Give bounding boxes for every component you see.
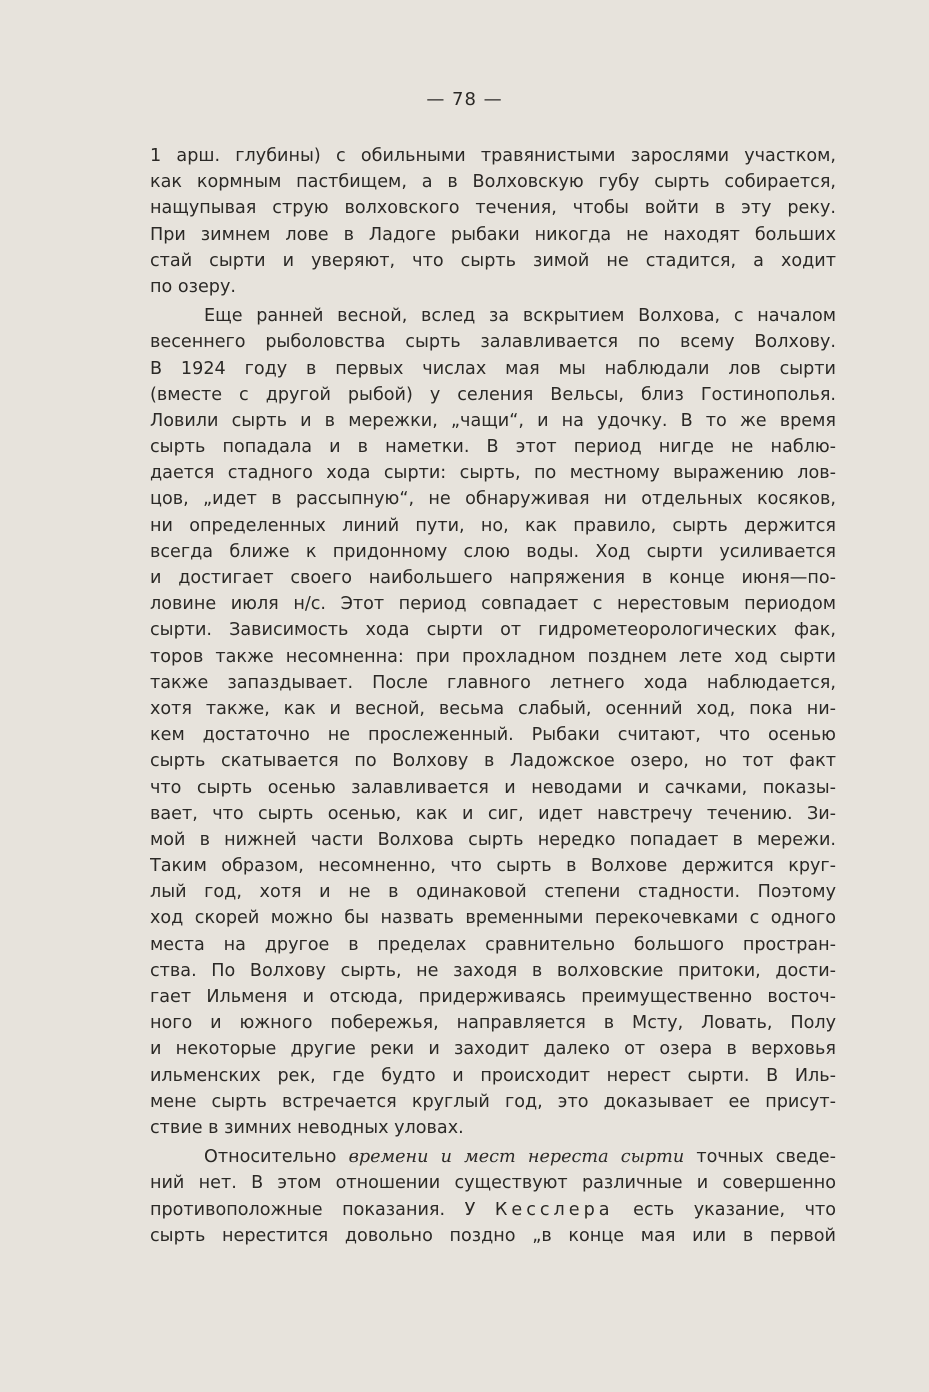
text-line: мой в нижней части Волхова сырть нередко попадает в мережи.	[150, 829, 836, 850]
paragraph-1	[150, 143, 836, 300]
text-line: весеннего рыболовства сырть залавливается по всему Волхову.	[150, 332, 836, 353]
text-line: сырть скатывается по Волхову в Ладожское озеро, но тот факт	[150, 751, 836, 772]
text-line: В 1924 году в первых числах мая мы наблюдали лов сырти	[150, 358, 836, 379]
text-line: гает Ильменя и отсюда, придерживаясь преимущественно восточ-	[150, 987, 836, 1007]
page-number: — 78 —	[426, 89, 503, 110]
italic-phrase: времени и мест нереста сырти	[348, 1147, 685, 1168]
text-line: ства. По Волхову сырть, не заходя в волховские притоки, дости-	[150, 960, 836, 981]
text-line: и некоторые другие реки и заходит далеко от озера в верховья	[150, 1039, 836, 1060]
text-line: также запаздывает. После главного летнего хода наблюдается,	[150, 672, 836, 693]
paragraph-2	[150, 303, 836, 1141]
text-line: по озеру.	[150, 276, 236, 297]
text-line: сырть попадала и в наметки. В этот период нигде не наблю-	[150, 437, 836, 458]
text-line: ного и южного побережья, направляется в Мсту, Ловать, Полу	[150, 1013, 836, 1034]
text-line: сырти. Зависимость хода сырти от гидрометеорологических фак,	[150, 620, 836, 641]
text-line: Ловили сырть и в мережки, „чащи“, и на удочку. В то же время	[150, 410, 836, 431]
text-line: (вместе с другой рыбой) у селения Вельсы, близ Гостинополья.	[150, 384, 836, 405]
text-line: кем достаточно не прослеженный. Рыбаки считают, что осенью	[150, 725, 836, 746]
text-line: как кормным пастбищем, а в Волховскую губу сырть собирается,	[150, 172, 836, 193]
text-line: что сырть осенью залавливается и неводами и сачками, показы-	[150, 777, 836, 798]
text-line: цов, „идет в рассыпную“, не обнаруживая ни отдельных косяков,	[150, 489, 836, 510]
text-line: Таким образом, несомненно, что сырть в Волхове держится круг-	[150, 856, 836, 877]
text-line: мене сырть встречается круглый год, это доказывает ее присут-	[150, 1091, 836, 1112]
text-line: ни определенных линий пути, но, как правило, сырть держится	[150, 515, 836, 536]
text-line: ильменских рек, где будто и происходит нерест сырти. В Иль-	[150, 1065, 836, 1086]
text-line: нащупывая струю волховского течения, чтобы войти в эту реку.	[150, 198, 836, 219]
text-line: торов также несомненна: при прохладном позднем лете ход сырти	[150, 646, 836, 667]
text-line: лый год, хотя и не в одинаковой степени стадности. Поэтому	[150, 882, 836, 903]
text-line: и достигает своего наибольшего напряжения в конце июня—по-	[150, 568, 836, 588]
text-line: ний нет. В этом отношении существуют различные и совершенно	[150, 1173, 836, 1194]
text-line: дается стадного хода сырти: сырть, по местному выражению лов-	[150, 463, 836, 484]
text-line: Относительно времени и мест нереста сырти точных сведе-	[204, 1147, 836, 1168]
text-line: ловине июля н/с. Этот период совпадает с нерестовым периодом	[150, 594, 836, 615]
body-text	[150, 143, 836, 1249]
author-name: Кесслера	[494, 1199, 614, 1220]
paragraph-3	[150, 1144, 836, 1249]
text-line: вает, что сырть осенью, как и сиг, идет навстречу течению. Зи-	[150, 803, 836, 824]
text-line: противоположные показания. У Кесслера есть указание, что	[150, 1199, 836, 1220]
text-line: сырть нерестится довольно поздно „в конце мая или в первой	[150, 1225, 836, 1246]
text-line: хотя также, как и весной, весьма слабый, осенний ход, пока ни-	[150, 698, 836, 719]
text-line: ствие в зимних неводных уловах.	[150, 1117, 464, 1138]
text-line: 1 арш. глубины) с обильными травянистыми зарослями участком,	[150, 146, 836, 166]
text-line: При зимнем лове в Ладоге рыбаки никогда не находят больших	[150, 224, 836, 245]
text-line: ход скорей можно бы назвать временными перекочевками с одного	[150, 908, 836, 929]
text-line: места на другое в пределах сравнительно большого простран-	[150, 934, 836, 955]
text-line: стай сырти и уверяют, что сырть зимой не стадится, а ходит	[150, 250, 836, 271]
text-line: всегда ближе к придонному слою воды. Ход сырти усиливается	[150, 541, 836, 562]
text-line: Еще ранней весной, вслед за вскрытием Волхова, с началом	[204, 306, 836, 327]
